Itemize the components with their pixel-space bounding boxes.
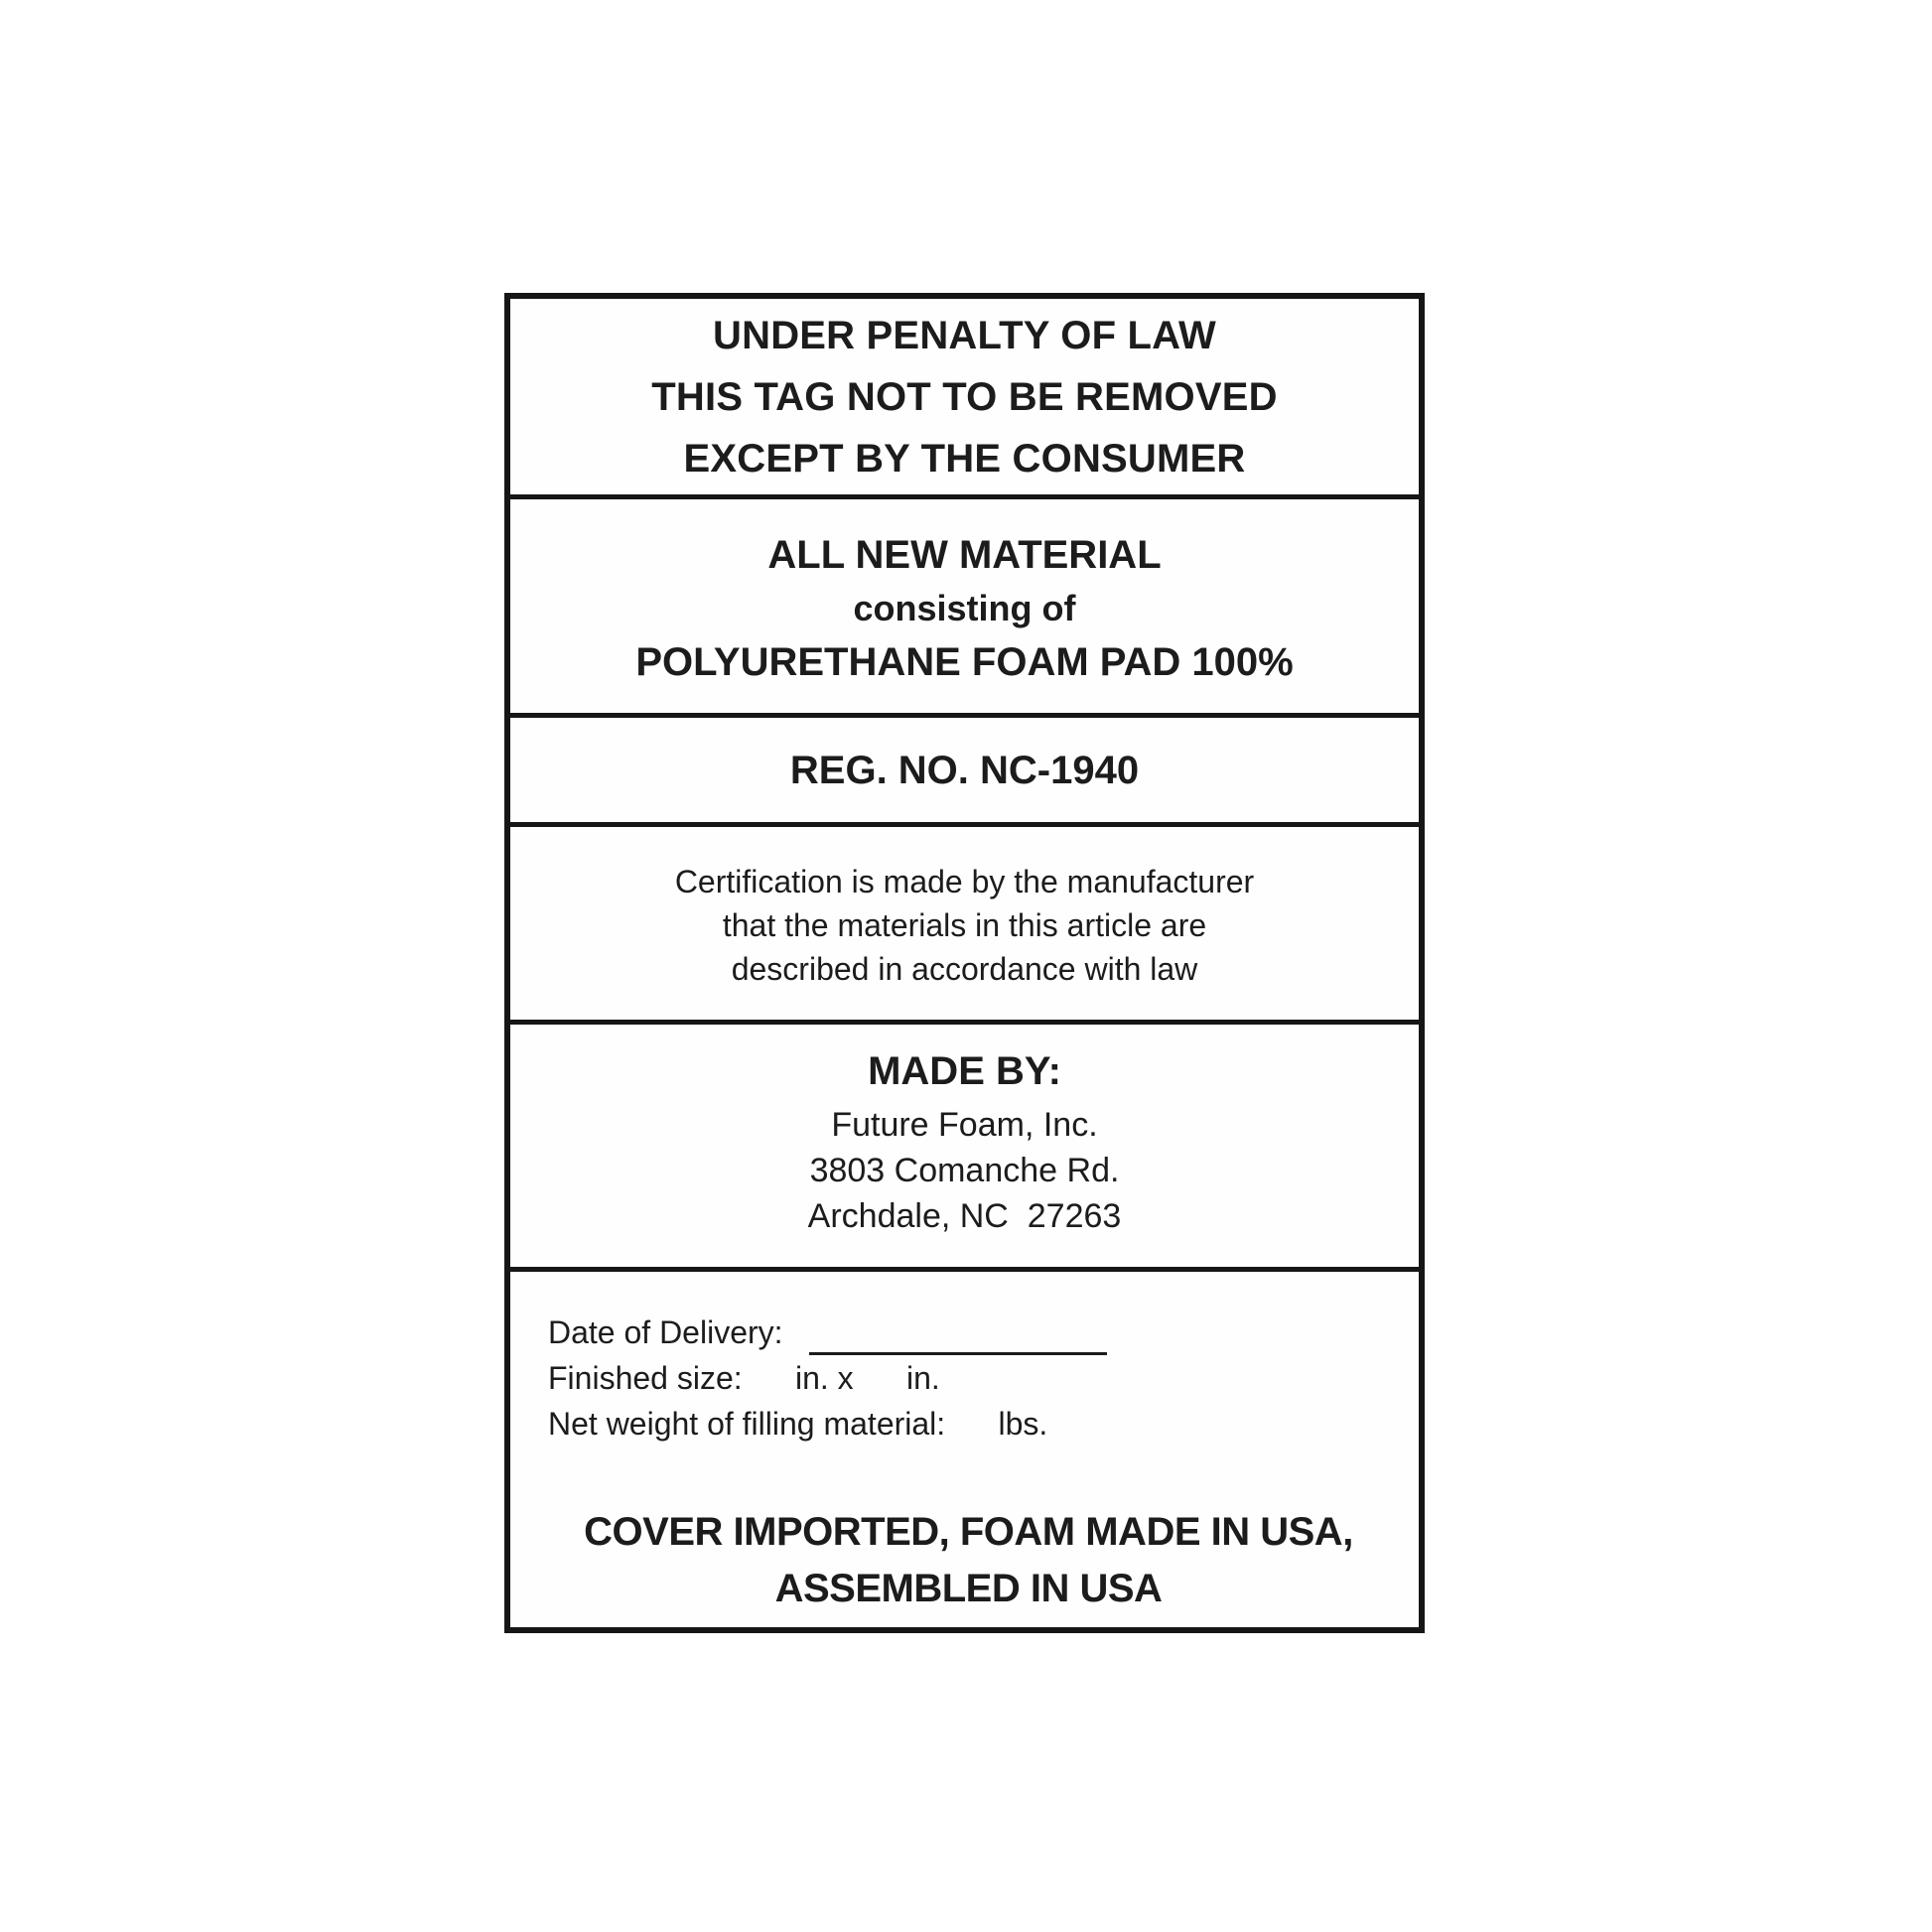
manufacturer-city: Archdale, NC 27263 xyxy=(807,1197,1122,1235)
material-content: POLYURETHANE FOAM PAD 100% xyxy=(635,640,1294,684)
section-penalty-notice xyxy=(510,299,1419,494)
registration-number: REG. NO. NC-1940 xyxy=(789,748,1140,792)
penalty-line-1: UNDER PENALTY OF LAW xyxy=(713,314,1216,357)
penalty-line-2: THIS TAG NOT TO BE REMOVED xyxy=(651,375,1278,419)
material-title: ALL NEW MATERIAL xyxy=(767,533,1162,577)
origin-line-1: COVER IMPORTED, FOAM MADE IN USA, xyxy=(584,1510,1353,1554)
section-details xyxy=(510,1267,1419,1627)
section-made-by xyxy=(510,1020,1419,1267)
penalty-line-3: EXCEPT BY THE CONSUMER xyxy=(683,437,1246,481)
certification-line-3: described in accordance with law xyxy=(731,951,1198,987)
date-of-delivery-blank-line xyxy=(809,1319,1107,1355)
certification-line-1: Certification is made by the manufacturer xyxy=(674,864,1255,899)
date-of-delivery-row xyxy=(548,1310,1389,1355)
certification-line-2: that the materials in this article are xyxy=(722,907,1207,943)
section-registration xyxy=(510,713,1419,822)
date-of-delivery-label: Date of Delivery: xyxy=(548,1314,783,1350)
section-certification xyxy=(510,822,1419,1020)
origin-line-2: ASSEMBLED IN USA xyxy=(774,1567,1163,1610)
material-consisting-of: consisting of xyxy=(853,588,1076,628)
law-tag-label xyxy=(504,293,1425,1633)
net-weight-row: Net weight of filling material: lbs. xyxy=(548,1406,1048,1442)
made-by-heading: MADE BY: xyxy=(868,1049,1061,1093)
section-material xyxy=(510,494,1419,713)
manufacturer-name: Future Foam, Inc. xyxy=(831,1106,1098,1144)
origin-statement xyxy=(548,1504,1389,1617)
finished-size-row: Finished size: in. x in. xyxy=(548,1360,940,1396)
manufacturer-street: 3803 Comanche Rd. xyxy=(809,1152,1120,1189)
